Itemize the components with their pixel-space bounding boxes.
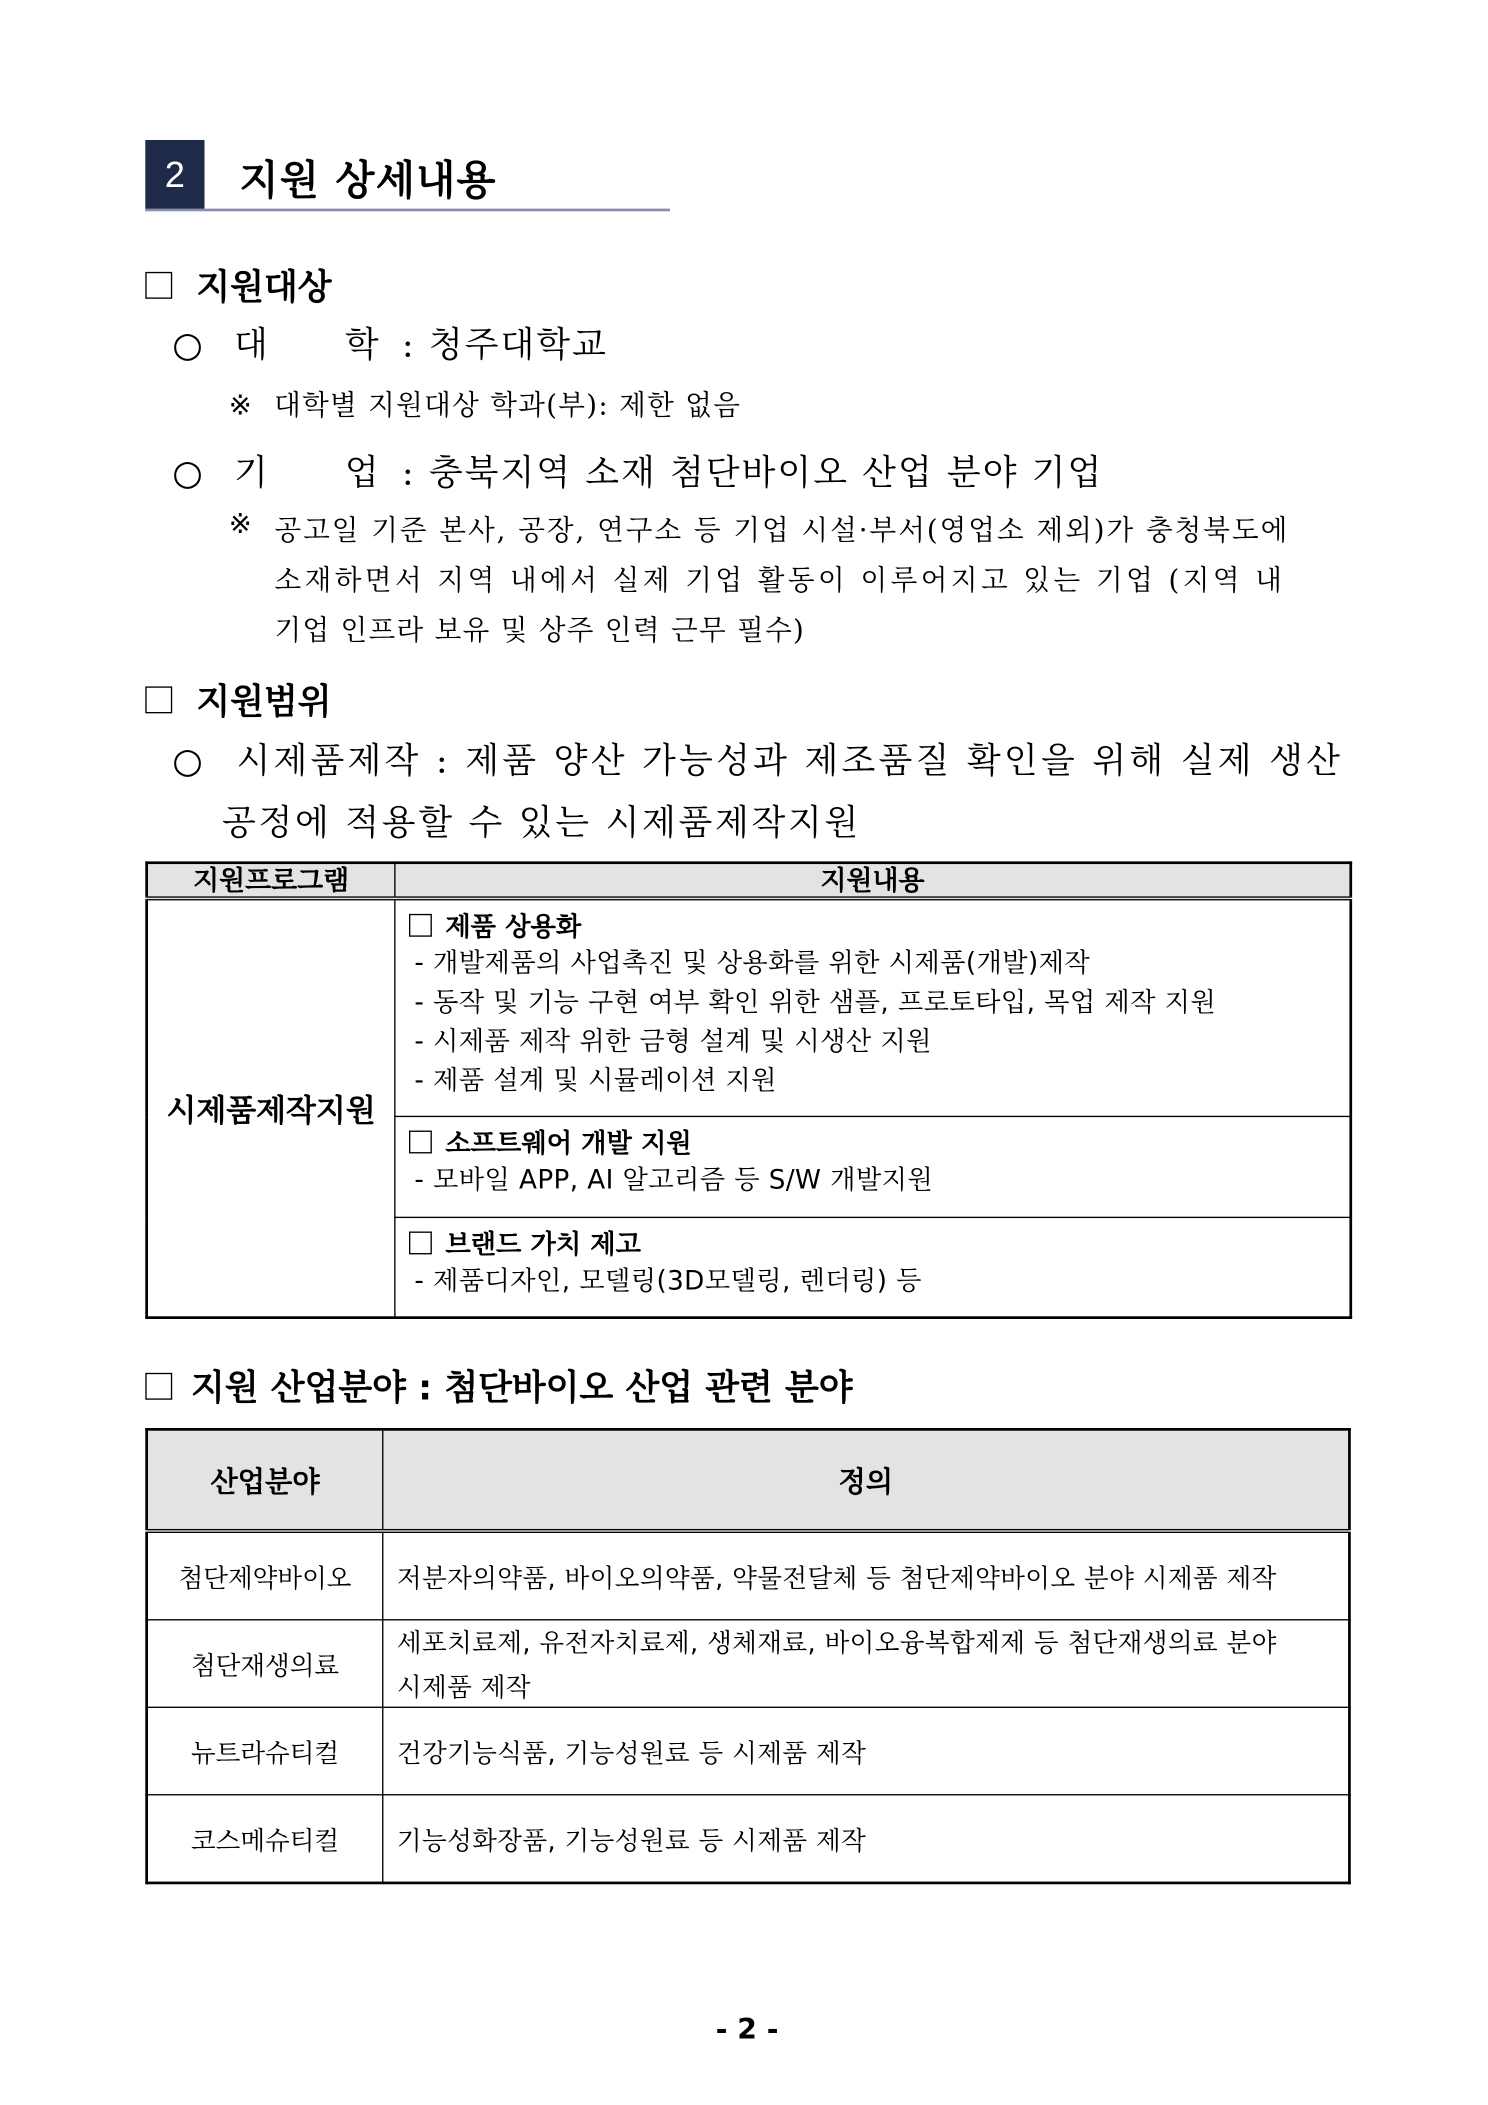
corp-label-b: 업 (344, 453, 381, 494)
industry-field: 첨단제약바이오 (147, 1531, 383, 1620)
list-item: - 시제품 제작 위한 금형 설계 및 시생산 지원 (414, 1025, 932, 1057)
table-header-row (147, 1429, 1350, 1531)
univ-note (229, 382, 742, 422)
univ-label-b: 학 (344, 325, 381, 367)
table-row (147, 1707, 1350, 1794)
checkbox-square-icon (409, 1130, 432, 1153)
note-mark: ※ (228, 388, 254, 422)
industry-definition (383, 1620, 1350, 1707)
checkbox-square-icon (145, 1372, 172, 1399)
checkbox-square-icon (145, 686, 172, 713)
scope-line-2: 공정에 적용할 수 있는 시제품제작지원 (221, 803, 861, 844)
corp-note-line-1: 공고일 기준 본사, 공장, 연구소 등 기업 시설·부서(영업소 제외)가 충청북도에 (274, 514, 1290, 547)
program-table (145, 861, 1352, 1319)
group-title (409, 1223, 1349, 1261)
group-title-text: 브랜드 가치 제고 (445, 1228, 641, 1260)
industry-field: 첨단재생의료 (147, 1620, 383, 1707)
scope-line-1-text: 시제품제작 : 제품 양산 가능성과 제조품질 확인을 위해 실제 생산 (236, 741, 1344, 782)
header-field: 산업분야 (147, 1429, 383, 1531)
industry-field: 뉴트라슈티컬 (147, 1707, 383, 1794)
header-content: 지원내용 (395, 863, 1351, 899)
group-title-text: 소프트웨어 개발 지원 (445, 1127, 692, 1159)
group-title (409, 1122, 1349, 1160)
checkbox-square-icon (409, 913, 432, 936)
corp-note-line-3: 기업 인프라 보유 및 상주 인력 근무 필수) (274, 613, 806, 647)
circle-bullet-icon: ○ (172, 741, 206, 782)
table-header-row (147, 863, 1351, 899)
scope-line-1 (172, 734, 1343, 784)
section-number: 2 (145, 140, 204, 210)
univ-value: : 청주대학교 (401, 325, 608, 367)
section-underline (145, 209, 670, 212)
checkbox-square-icon (145, 271, 172, 298)
table-row (147, 1620, 1350, 1707)
industry-definition: 기능성화장품, 기능성원료 등 시제품 제작 (383, 1795, 1350, 1883)
circle-bullet-icon: ○ (172, 325, 205, 367)
page-number: - 2 - (715, 2013, 779, 2046)
industry-definition: 저분자의약품, 바이오의약품, 약물전달체 등 첨단제약바이오 분야 시제품 제작 (383, 1531, 1350, 1620)
header-program: 지원프로그램 (147, 863, 395, 899)
corp-note-line-2: 소재하면서 지역 내에서 실제 기업 활동이 이루어지고 있는 기업 (지역 내 (274, 563, 1286, 597)
list-item: - 제품디자인, 모델링(3D모델링, 렌더링) 등 (414, 1265, 922, 1297)
list-item: - 동작 및 기능 구현 여부 확인 위한 샘플, 프로토타입, 목업 제작 지원 (414, 986, 1217, 1018)
targets-heading-text: 지원대상 (196, 267, 332, 309)
scope-heading (145, 674, 331, 724)
univ-label-a: 대 (234, 325, 270, 367)
group-title (409, 906, 1349, 944)
industry-heading-text: 지원 산업분야 : 첨단바이오 산업 관련 분야 (191, 1368, 853, 1410)
list-item: - 개발제품의 사업촉진 및 상용화를 위한 시제품(개발)제작 (414, 947, 1091, 979)
section-title: 지원 상세내용 (239, 157, 497, 205)
group-cell (395, 1217, 1351, 1317)
univ-line (172, 318, 608, 368)
industry-field: 코스메슈티컬 (147, 1795, 383, 1883)
industry-definition: 건강기능식품, 기능성원료 등 시제품 제작 (383, 1707, 1350, 1794)
corp-line (172, 445, 1103, 495)
definition-line: 세포치료제, 유전자치료제, 생체재료, 바이오융복합제제 등 첨단재생의료 분야 (396, 1628, 1277, 1659)
table-row (147, 1531, 1350, 1620)
scope-heading-text: 지원범위 (196, 682, 332, 723)
header-definition: 정의 (383, 1429, 1350, 1531)
list-item: - 모바일 APP, AI 알고리즘 등 S/W 개발지원 (414, 1164, 934, 1196)
definition-line: 시제품 제작 (396, 1672, 531, 1703)
table-row (147, 898, 1351, 1116)
corp-note-mark: ※ (228, 507, 254, 540)
checkbox-square-icon (409, 1231, 432, 1254)
univ-note-text: 대학별 지원대상 학과(부): 제한 없음 (274, 388, 742, 422)
corp-label-a: 기 (234, 453, 270, 494)
industry-table (145, 1428, 1350, 1884)
industry-heading (145, 1361, 852, 1411)
table-row (147, 1795, 1350, 1883)
group-title-text: 제품 상용화 (445, 911, 582, 943)
circle-bullet-icon: ○ (172, 453, 205, 494)
list-item: - 제품 설계 및 시뮬레이션 지원 (414, 1064, 777, 1096)
group-cell (395, 898, 1351, 1116)
group-cell (395, 1116, 1351, 1217)
program-name: 시제품제작지원 (147, 898, 395, 1317)
corp-value: : 충북지역 소재 첨단바이오 산업 분야 기업 (401, 453, 1104, 494)
targets-heading (145, 260, 331, 310)
